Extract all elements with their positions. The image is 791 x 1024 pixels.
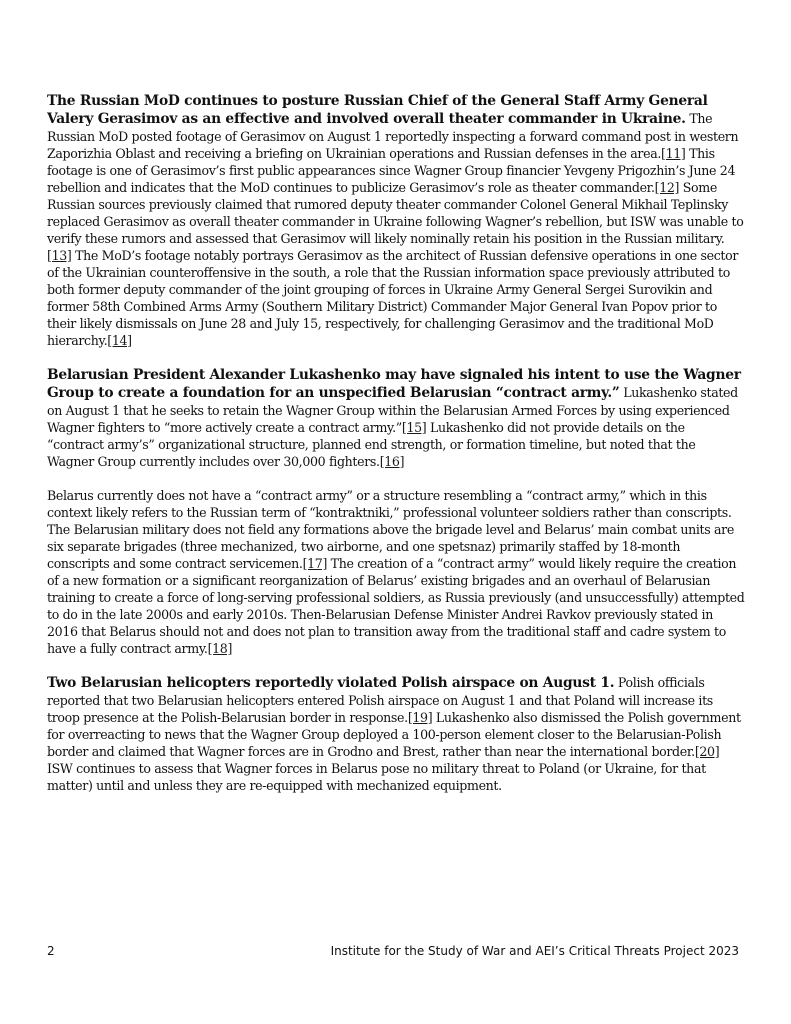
body-text: Lukashenko stated on August 1 that he seeks to retain the Wagner Group within the Belarusian Armed Forces by using experienced Wagner fighters to “more actively create a contract army.” <box>47 385 738 435</box>
paragraph <box>47 366 745 470</box>
paragraph <box>47 674 745 794</box>
paragraph-lead: The Russian MoD continues to posture Russian Chief of the General Staff Army General Valery Gerasimov as an effective and involved overall theater commander in Ukraine. <box>47 93 708 127</box>
footnote-link[interactable]: [19] <box>407 710 433 725</box>
body-text: Lukashenko did not provide details on the “contract army’s” organizational structure, planned end strength, or formation timeline, but noted that the Wagner Group currently includes over 30,000 fighters. <box>47 420 696 469</box>
footnote-link[interactable]: [12] <box>654 180 680 195</box>
footer-credit: Institute for the Study of War and AEI’s Critical Threats Project 2023 <box>330 944 739 958</box>
paragraph-lead: Two Belarusian helicopters reportedly violated Polish airspace on August 1. <box>47 675 615 691</box>
page-number: 2 <box>47 944 55 958</box>
body-text: Lukashenko also dismissed the Polish government for overreacting to news that the Wagner Group deployed a 100-person element closer to the Belarusian-Polish border and claimed that Wagner forces are in Grodno and Brest, rather than near the international border. <box>47 710 741 759</box>
body-text: The MoD’s footage notably portrays Gerasimov as the architect of Russian defensive operations in one sector of the Ukrainian counteroffensive in the south, a role that the Russian information space previously attributed to both former deputy commander of the joint grouping of forces in Ukraine Army General Sergei Surovikin and former 58th Combined Arms Army (Southern Military District) Commander Major General Ivan Popov prior to their likely dismissals on June 28 and July 15, respectively, for challenging Gerasimov and the traditional MoD hierarchy. <box>47 248 739 348</box>
body-text: Some Russian sources previously claimed that rumored deputy theater commander Colonel General Mikhail Teplinsky replaced Gerasimov as overall theater commander in Ukraine following Wagner’s rebellion, but ISW was unable to verify these rumors and assessed that Gerasimov will likely nominally retain his position in the Russian military. <box>47 180 744 246</box>
paragraph <box>47 92 745 349</box>
report-body <box>47 92 745 811</box>
footnote-link[interactable]: [18] <box>207 641 233 656</box>
body-text: The Russian MoD posted footage of Gerasimov on August 1 reportedly inspecting a forward command post in western Zaporizhia Oblast and receiving a briefing on Ukrainian operations and Russian defenses in the area. <box>47 111 739 161</box>
footnote-link[interactable]: [16] <box>379 454 405 469</box>
footnote-link[interactable]: [20] <box>694 744 720 759</box>
footnote-link[interactable]: [11] <box>661 146 686 161</box>
body-text: This footage is one of Gerasimov’s first public appearances since Wagner Group financier Yevgeny Prigozhin’s June 24 rebellion and indicates that the MoD continues to publicize Gerasimov’s role as theater commander. <box>47 146 736 195</box>
paragraph-lead: Belarusian President Alexander Lukashenko may have signaled his intent to use the Wagner Group to create a foundation for an unspecified Belarusian “contract army.” <box>47 367 741 401</box>
body-text: Polish officials reported that two Belarusian helicopters entered Polish airspace on August 1 and that Poland will increase its troop presence at the Polish-Belarusian border in response. <box>47 675 713 725</box>
body-text: ISW continues to assess that Wagner forces in Belarus pose no military threat to Poland (or Ukraine, for that matter) until and unless they are re-equipped with mechanized equipment. <box>47 761 706 793</box>
footnote-link[interactable]: [14] <box>107 333 132 348</box>
footnote-link[interactable]: [13] <box>47 248 72 263</box>
body-text: The creation of a “contract army” would likely require the creation of a new formation or a significant reorganization of Belarus’ existing brigades and an overhaul of Belarusian training to create a force of long-serving professional soldiers, as Russia previously (and unsuccessfully) attempted to do in the late 2000s and early 2010s. Then-Belarusian Defense Minister Andrei Ravkov previously stated in 2016 that Belarus should not and does not plan to transition away from the traditional staff and cadre system to have a fully contract army. <box>47 556 745 656</box>
footnote-link[interactable]: [15] <box>401 420 427 435</box>
footnote-link[interactable]: [17] <box>302 556 328 571</box>
paragraph <box>47 487 745 657</box>
body-text: Belarus currently does not have a “contract army” or a structure resembling a “contract army,” which in this context likely refers to the Russian term of “kontraktniki,” professional volunteer soldiers rather than conscripts. The Belarusian military does not field any formations above the brigade level and Belarus’ main combat units are six separate brigades (three mechanized, two airborne, and one spetsnaz) primarily staffed by 18-month conscripts and some contract servicemen. <box>47 488 734 571</box>
